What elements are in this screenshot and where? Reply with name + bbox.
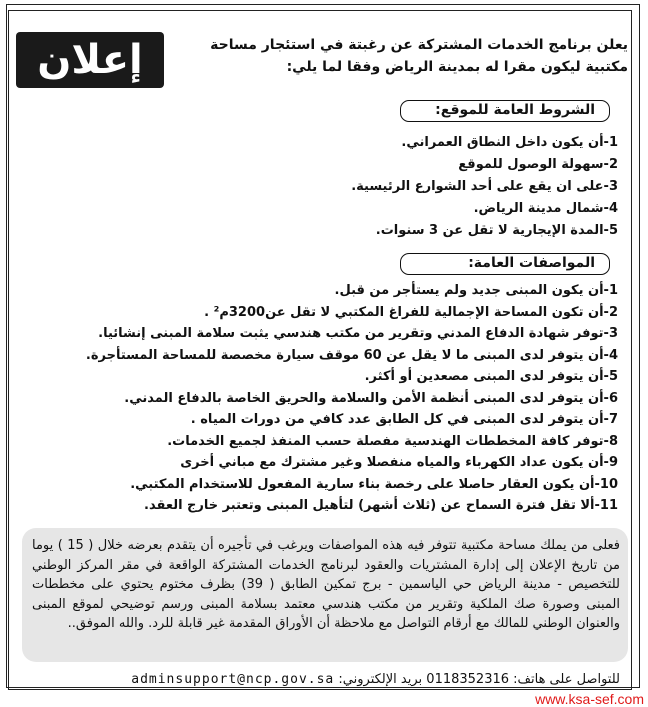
notice-text: فعلى من يملك مساحة مكتبية تتوفر فيه هذه المواصفات ويرغب في تأجيره أن يتقدم بعرضه خلال ( 15 ) يوما من تاريخ الإعلان إلى إدارة المشتريات والعقود لبرنامج الخدمات المشتركة الواقعة في مقر المركز الوطني للتخصيص - مدينة الرياض حي الياسمين - برج تمكين الطابق ( 39) بظرف مختوم يحتوي على مخططات المبنى وصورة صك الملكية وتقرير من مكتب هندسي معتمد بسلامة المبنى ورسم توضيحي لموقع المبنى والعنوان الوطني للمالك مع أرقام التواصل مع ملاحظة أن الأوراق المقدمة غير قابلة للرد. والله الموفق..	[32, 538, 620, 631]
list-item: 5-المدة الإيجارية لا تقل عن 3 سنوات.	[375, 223, 618, 238]
ad-title-badge	[16, 32, 164, 88]
site-watermark: www.ksa-sef.com	[535, 691, 644, 707]
email-label: بريد الإلكتروني:	[338, 672, 423, 687]
intro-line-2: مكتبية ليكون مقرا له بمدينة الرياض وفقا لما يلي:	[286, 59, 628, 75]
list-item: 3-على ان يقع على أحد الشوارع الرئيسية.	[351, 179, 618, 194]
ad-title: إعلان	[37, 37, 143, 83]
list-item: 6-أن يتوفر لدى المبنى أنظمة الأمن والسلامة والحريق الخاصة بالدفاع المدني.	[124, 390, 618, 406]
contact-label: للتواصل على هاتف:	[513, 672, 620, 687]
list-item: 7-أن يتوفر لدى المبنى في كل الطابق عدد كافي من دورات المياه .	[190, 412, 618, 427]
section-site-conditions-heading: الشروط العامة للموقع:	[400, 100, 610, 122]
list-item: 4-شمال مدينة الرياض.	[473, 201, 618, 216]
list-item: 5-أن يتوفر لدى المبنى مصعدين أو أكثر.	[364, 369, 618, 384]
intro-line-1: يعلن برنامج الخدمات المشتركة عن رغبتة في استئجار مساحة	[210, 37, 628, 53]
list-item: 9-أن يكون عداد الكهرباء والمياه منفصلا وغير مشترك مع مباني أخرى	[180, 455, 618, 470]
site-conditions-list	[351, 132, 618, 242]
contact-line	[36, 672, 620, 687]
list-item: 4-أن يتوفر لدى المبنى ما لا يقل عن 60 موقف سيارة مخصصة للمساحة المستأجرة.	[85, 347, 618, 363]
list-item: 10-أن يكون العقار حاصلا على رخصة بناء سارية المفعول للاستخدام المكتبي.	[130, 476, 618, 492]
list-item: 11-ألا تقل فترة السماح عن (ثلاث أشهر) لتأهيل المبنى وتعتبر خارج العقد.	[144, 498, 618, 513]
list-item: 2-أن تكون المساحة الإجمالية للفراغ المكتبي لا تقل عن3200م² .	[204, 304, 618, 320]
list-item: 8-توفر كافة المخططات الهندسية مفصلة حسب المنفذ لجميع الخدمات.	[167, 433, 618, 449]
list-item: 3-توفر شهادة الدفاع المدني وتقرير من مكتب هندسي يثبت سلامة المبنى إنشائيا.	[98, 326, 618, 341]
section-specs-heading: المواصفات العامة:	[400, 253, 610, 275]
submission-notice	[22, 528, 628, 662]
contact-email[interactable]: adminsupport@ncp.gov.sa	[131, 672, 335, 687]
specifications-list	[86, 280, 618, 517]
list-item: 2-سهولة الوصول للموقع	[458, 157, 618, 172]
list-item: 1-أن يكون داخل النطاق العمراني.	[401, 135, 618, 150]
list-item: 1-أن يكون المبنى جديد ولم يستأجر من قبل.	[334, 283, 618, 298]
contact-phone[interactable]: 0118352316	[426, 672, 510, 687]
intro-text	[176, 34, 628, 78]
